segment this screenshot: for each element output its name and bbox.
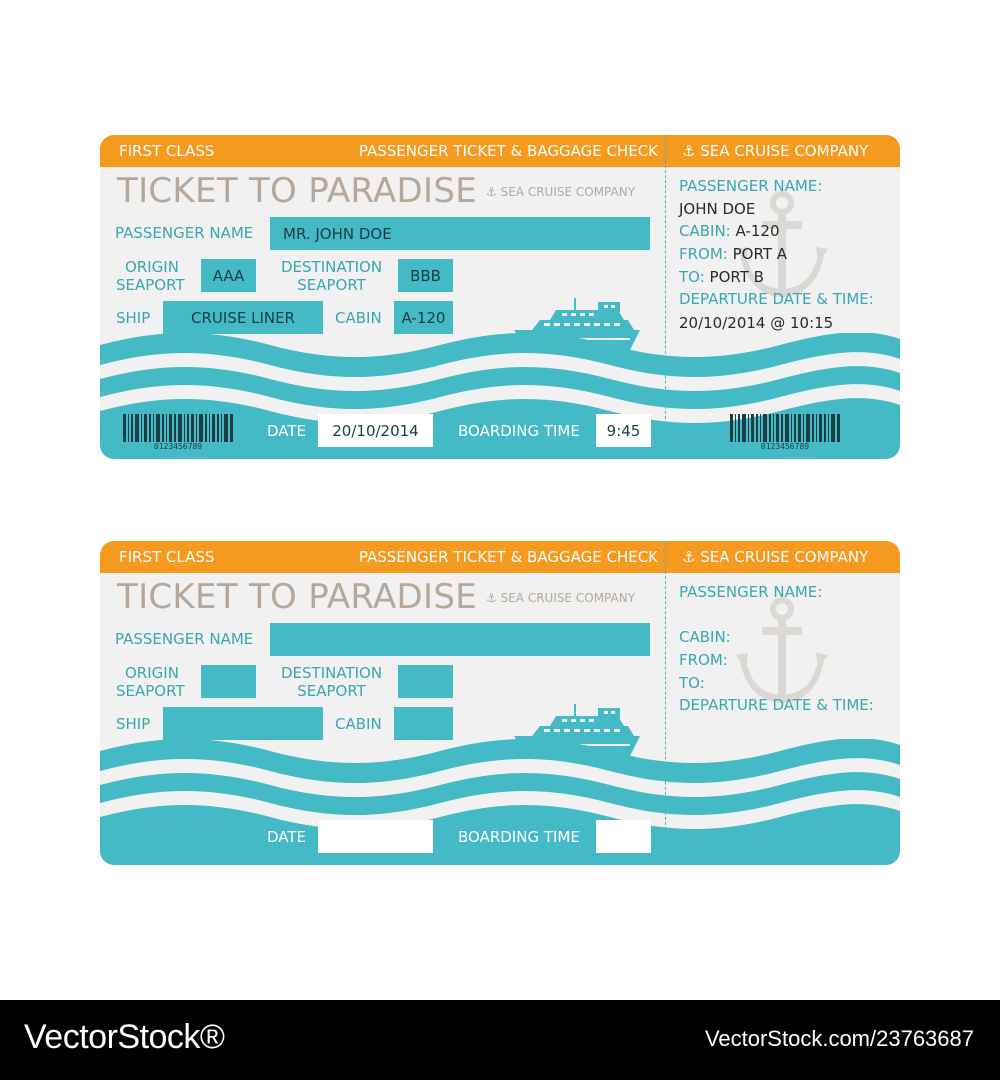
cabin-field: A-120 xyxy=(394,301,453,334)
ship-label: SHIP xyxy=(116,309,151,327)
stub-cabin: CABIN: A-120 xyxy=(679,222,780,240)
cabin-label: CABIN xyxy=(335,715,382,733)
origin-seaport-label: ORIGIN SEAPORT xyxy=(116,664,185,700)
boarding-time-label: BOARDING TIME xyxy=(458,828,580,846)
company-name-small: ⚓ SEA CRUISE COMPANY xyxy=(486,591,636,605)
tear-line xyxy=(665,541,666,865)
stub-to-label: TO: xyxy=(679,674,705,692)
company-name-small: ⚓ SEA CRUISE COMPANY xyxy=(486,185,636,199)
destination-seaport-field xyxy=(398,665,453,698)
stub-passenger-value: JOHN DOE xyxy=(679,200,756,218)
ship-field: CRUISE LINER xyxy=(163,301,323,334)
date-label: DATE xyxy=(267,422,307,440)
ticket-blank xyxy=(100,541,900,865)
ticket-title: TICKET TO PARADISE xyxy=(117,171,477,211)
stub-departure-value: 20/10/2014 @ 10:15 xyxy=(679,314,834,332)
ticket-header xyxy=(100,541,900,573)
barcode-number: 0123456789 xyxy=(153,442,203,451)
ship-label: SHIP xyxy=(116,715,151,733)
destination-seaport-label: DESTINATION SEAPORT xyxy=(281,258,383,294)
tear-line xyxy=(665,135,666,459)
watermark-footer xyxy=(0,1000,1000,1080)
image-id: VectorStock.com/23763687 xyxy=(704,1026,974,1051)
boarding-time-label: BOARDING TIME xyxy=(458,422,580,440)
anchor-icon xyxy=(734,597,830,709)
stub-passenger-label: PASSENGER NAME: xyxy=(679,583,823,601)
ticket-class: FIRST CLASS xyxy=(119,142,215,160)
ticket-type: PASSENGER TICKET & BAGGAGE CHECK xyxy=(358,142,658,160)
destination-seaport-label: DESTINATION SEAPORT xyxy=(281,664,383,700)
passenger-name-label: PASSENGER NAME xyxy=(115,224,254,242)
stub-departure-label: DEPARTURE DATE & TIME: xyxy=(679,290,874,308)
anchor-icon: ⚓ xyxy=(486,591,497,605)
boarding-time-field: 9:45 xyxy=(596,414,651,447)
date-field xyxy=(318,820,433,853)
date-field: 20/10/2014 xyxy=(318,414,433,447)
origin-seaport-label: ORIGIN SEAPORT xyxy=(116,258,185,294)
origin-seaport-field: AAA xyxy=(201,259,256,292)
barcode-icon xyxy=(123,414,233,454)
passenger-name-field: MR. JOHN DOE xyxy=(270,217,650,250)
vectorstock-logo: VectorStock® xyxy=(24,1018,225,1056)
barcode-icon xyxy=(730,414,840,454)
passenger-name-label: PASSENGER NAME xyxy=(115,630,254,648)
stub-to: TO: PORT B xyxy=(679,268,764,286)
boarding-time-field xyxy=(596,820,651,853)
stub-passenger-label: PASSENGER NAME: xyxy=(679,177,823,195)
cabin-label: CABIN xyxy=(335,309,382,327)
cabin-field xyxy=(394,707,453,740)
destination-seaport-field: BBB xyxy=(398,259,453,292)
date-label: DATE xyxy=(267,828,307,846)
ticket-type: PASSENGER TICKET & BAGGAGE CHECK xyxy=(358,548,658,566)
ship-field xyxy=(163,707,323,740)
anchor-icon: ⚓ xyxy=(486,185,497,199)
ticket-header xyxy=(100,135,900,167)
stub-from-label: FROM: xyxy=(679,651,728,669)
stub-from: FROM: PORT A xyxy=(679,245,788,263)
header-company: ⚓ SEA CRUISE COMPANY xyxy=(682,548,869,566)
ticket-filled xyxy=(100,135,900,459)
anchor-icon: ⚓ xyxy=(682,142,696,160)
origin-seaport-field xyxy=(201,665,256,698)
stub-departure-label: DEPARTURE DATE & TIME: xyxy=(679,696,874,714)
ticket-title: TICKET TO PARADISE xyxy=(117,577,477,617)
stub-cabin-label: CABIN: xyxy=(679,628,731,646)
passenger-name-field xyxy=(270,623,650,656)
anchor-icon: ⚓ xyxy=(682,548,696,566)
waves-graphic xyxy=(100,739,900,865)
barcode-number: 0123456789 xyxy=(760,442,810,451)
header-company: ⚓ SEA CRUISE COMPANY xyxy=(682,142,869,160)
ticket-class: FIRST CLASS xyxy=(119,548,215,566)
